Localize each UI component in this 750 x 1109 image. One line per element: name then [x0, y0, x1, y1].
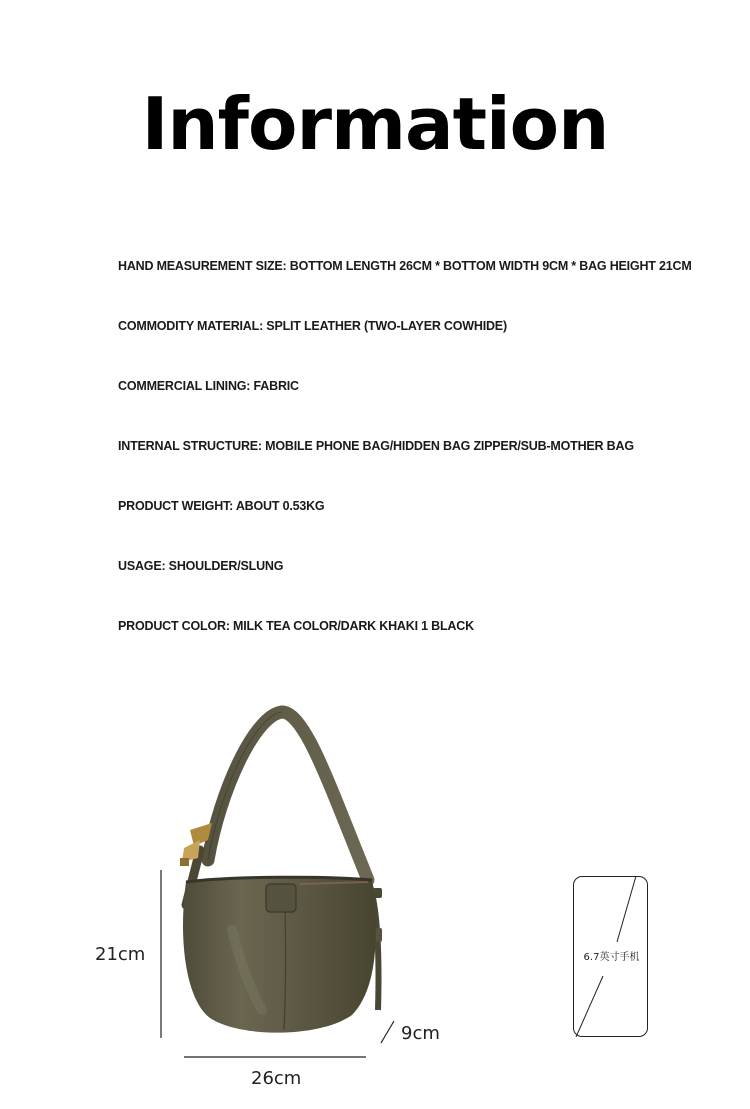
height-label: 21cm [95, 944, 146, 965]
phone-outline [573, 876, 648, 1037]
spec-structure: INTERNAL STRUCTURE: MOBILE PHONE BAG/HIDDEN BAG ZIPPER/SUB-MOTHER BAG [118, 439, 634, 453]
spec-weight: PRODUCT WEIGHT: ABOUT 0.53KG [118, 499, 325, 513]
spec-usage: USAGE: SHOULDER/SLUNG [118, 559, 284, 573]
spec-color: PRODUCT COLOR: MILK TEA COLOR/DARK KHAKI 1 BLACK [118, 619, 474, 633]
strap [208, 712, 368, 880]
depth-line [381, 1021, 394, 1043]
depth-label: 9cm [401, 1023, 440, 1044]
page-title: Information [141, 82, 609, 166]
spec-lining: COMMERCIAL LINING: FABRIC [118, 379, 299, 393]
spec-size: HAND MEASUREMENT SIZE: BOTTOM LENGTH 26CM * BOTTOM WIDTH 9CM * BAG HEIGHT 21CM [118, 259, 692, 273]
flap-tab [266, 884, 296, 912]
spec-material: COMMODITY MATERIAL: SPLIT LEATHER (TWO-LAYER COWHIDE) [118, 319, 507, 333]
phone-label: 6.7英寸手机 [583, 952, 640, 963]
length-label: 26cm [251, 1068, 302, 1089]
